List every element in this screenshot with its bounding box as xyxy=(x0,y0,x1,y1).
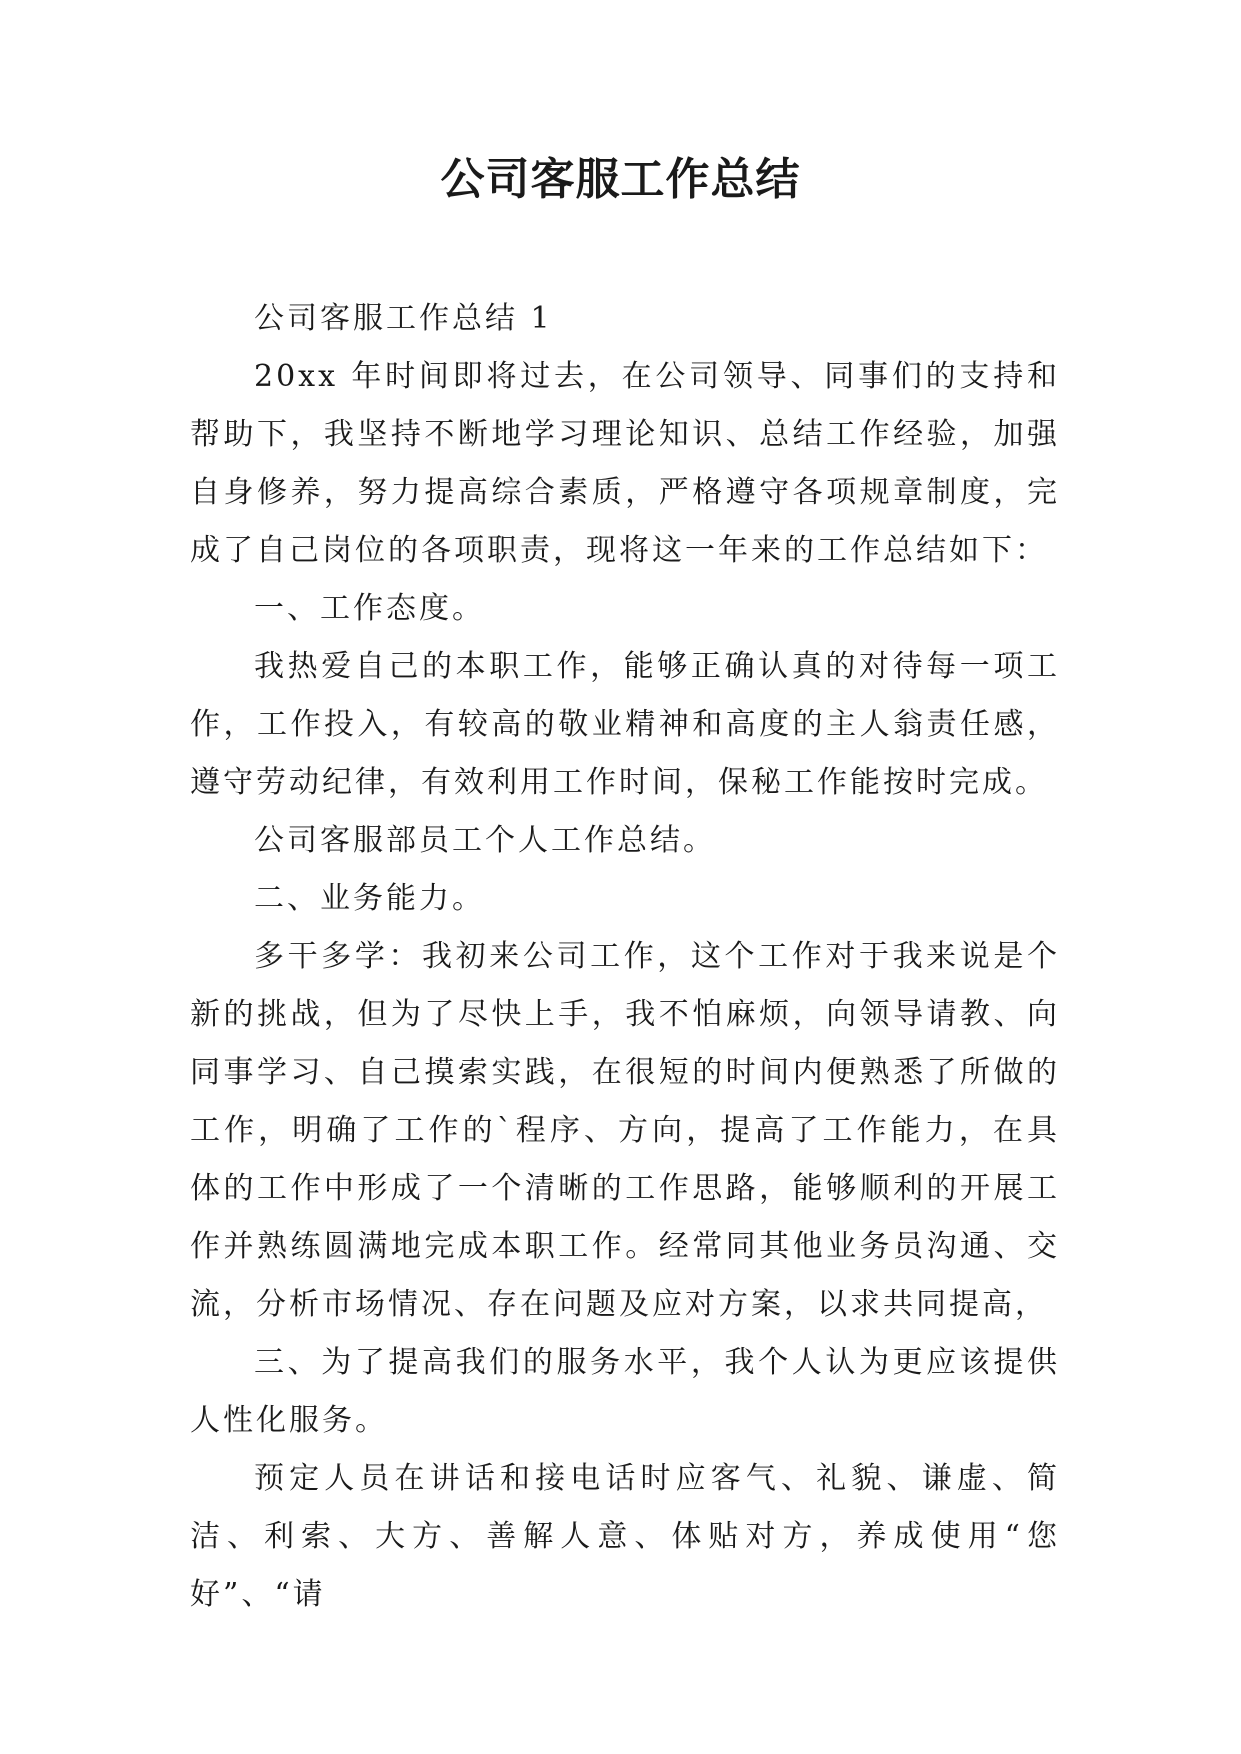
body-paragraph: 多干多学：我初来公司工作，这个工作对于我来说是个新的挑战，但为了尽快上手，我不怕麻烦，向领导请教、向同事学习、自己摸索实践，在很短的时间内便熟悉了所做的工作，明确了工作的`程序、方向，提高了工作能力，在具体的工作中形成了一个清晰的工作思路，能够顺利的开展工作并熟练圆满地完成本职工作。经常同其他业务员沟通、交流，分析市场情况、存在问题及应对方案，以求共同提高， xyxy=(190,939,1060,1322)
section-heading: 公司客服工作总结 1 xyxy=(254,301,553,336)
section-heading: 一、工作态度。 xyxy=(254,591,485,626)
body-paragraph: 我热爱自己的本职工作，能够正确认真的对待每一项工作，工作投入，有较高的敬业精神和高度的主人翁责任感，遵守劳动纪律，有效利用工作时间，保秘工作能按时完成。 xyxy=(190,649,1060,800)
body-paragraph: 公司客服部员工个人工作总结。 xyxy=(254,823,716,858)
document-body xyxy=(190,290,1060,1624)
document-title: 公司客服工作总结 xyxy=(440,154,801,205)
section-heading: 二、业务能力。 xyxy=(254,881,485,916)
section-heading: 三、为了提高我们的服务水平，我个人认为更应该提供人性化服务。 xyxy=(190,1345,1060,1438)
body-paragraph: 预定人员在讲话和接电话时应客气、礼貌、谦虚、简洁、利索、大方、善解人意、体贴对方，养成使用“您好”、“请 xyxy=(190,1461,1060,1612)
body-paragraph: 20xx 年时间即将过去，在公司领导、同事们的支持和帮助下，我坚持不断地学习理论知识、总结工作经验，加强自身修养，努力提高综合素质，严格遵守各项规章制度，完成了自己岗位的各项职责，现将这一年来的工作总结如下： xyxy=(190,359,1060,568)
